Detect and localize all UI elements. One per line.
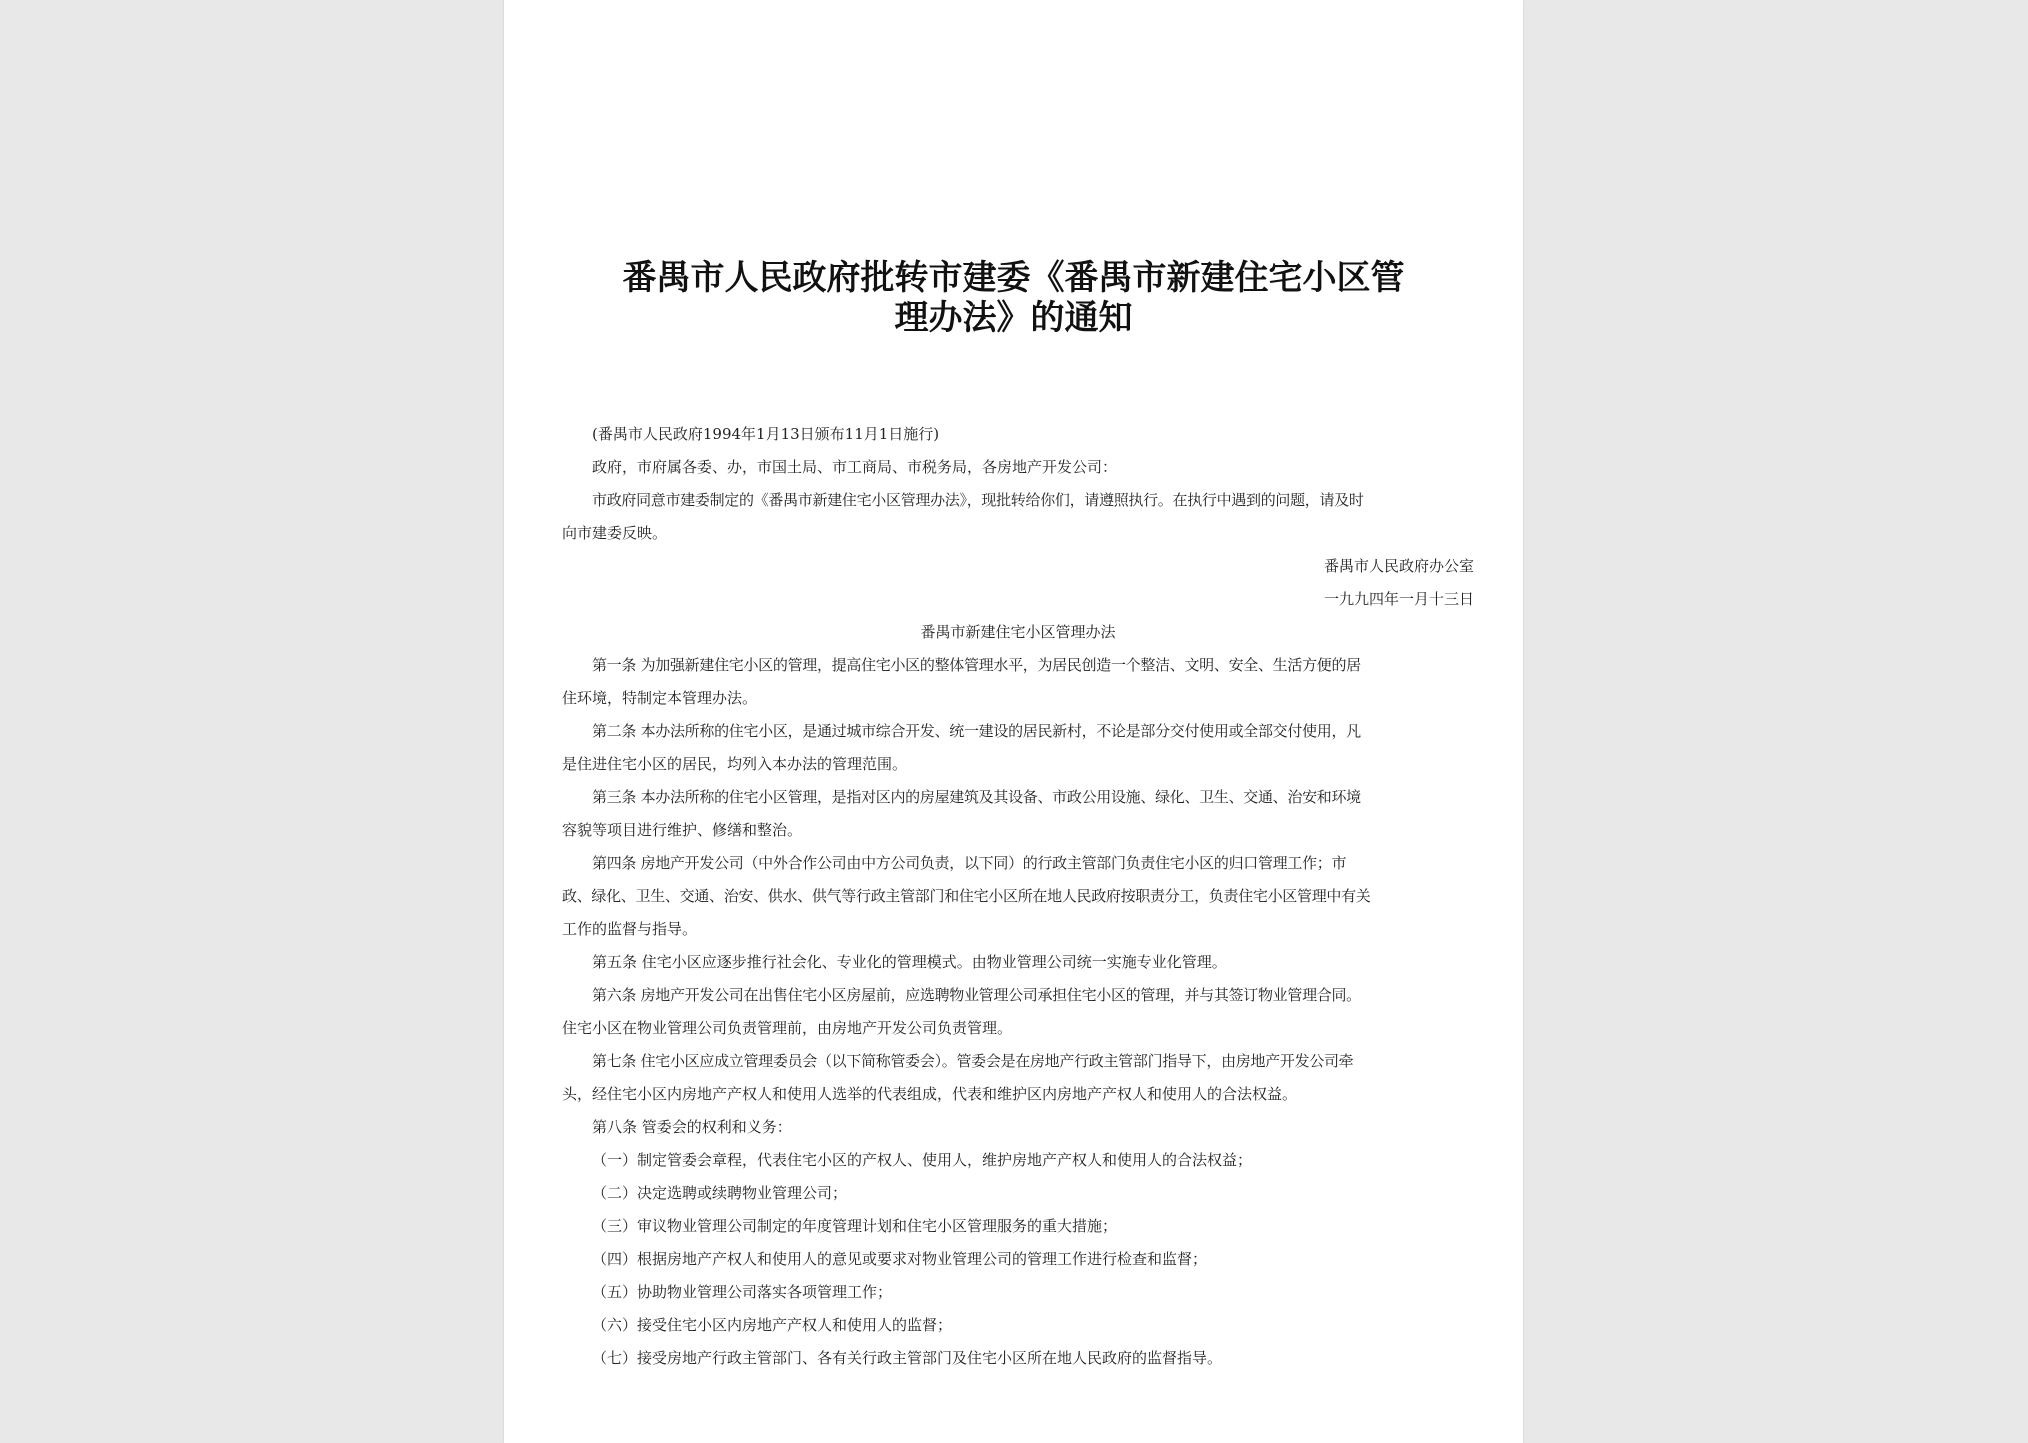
signature-office: 番禺市人民政府办公室 [1323,557,1474,575]
article-7-line-1: 第七条 住宅小区应成立管理委员会（以下简称管委会）。管委会是在房地产行政主管部门指导下，由房地产开发公司牵 [592,1052,1354,1070]
article-8-item-4: （四）根据房地产产权人和使用人的意见或要求对物业管理公司的管理工作进行检查和监督； [592,1250,1208,1268]
signature-date: 一九九四年一月十三日 [1323,590,1474,608]
article-6-line-2: 住宅小区在物业管理公司负责管理前，由房地产开发公司负责管理。 [562,1019,1013,1037]
notice-line-2: 向市建委反映。 [562,524,668,542]
rules-title: 番禺市新建住宅小区管理办法 [920,623,1116,641]
issue-note: (番禺市人民政府1994年1月13日颁布11月1日施行) [592,425,940,443]
title-line-2: 理办法》的通知 [894,298,1133,338]
notice-line-1: 市政府同意市建委制定的《番禺市新建住宅小区管理办法》，现批转给你们，请遵照执行。在执行中遇到的问题，请及时 [592,491,1364,509]
article-5-line-1: 第五条 住宅小区应逐步推行社会化、专业化的管理模式。由物业管理公司统一实施专业化管理。 [592,953,1227,971]
article-1-line-1: 第一条 为加强新建住宅小区的管理，提高住宅小区的整体管理水平，为居民创造一个整洁、文明、安全、生活方便的居 [592,656,1361,674]
article-3-line-2: 容貌等项目进行维护、修缮和整治。 [562,821,803,839]
title-line-1: 番禺市人民政府批转市建委《番禺市新建住宅小区管 [622,258,1405,298]
document-body [562,418,1474,1375]
article-2-line-1: 第二条 本办法所称的住宅小区，是通过城市综合开发、统一建设的居民新村，不论是部分交付使用或全部交付使用，凡 [592,722,1361,740]
article-8-item-5: （五）协助物业管理公司落实各项管理工作； [592,1283,893,1301]
article-4-line-3: 工作的监督与指导。 [562,920,698,938]
article-7-line-2: 头，经住宅小区内房地产产权人和使用人选举的代表组成，代表和维护区内房地产产权人和使用人的合法权益。 [562,1085,1298,1103]
article-8-item-3: （三）审议物业管理公司制定的年度管理计划和住宅小区管理服务的重大措施； [592,1217,1118,1235]
document-page [504,0,1523,1443]
article-8-item-2: （二）决定选聘或续聘物业管理公司； [592,1184,848,1202]
article-1-line-2: 住环境，特制定本管理办法。 [562,689,758,707]
article-8-item-7: （七）接受房地产行政主管部门、各有关行政主管部门及住宅小区所在地人民政府的监督指导。 [592,1349,1223,1367]
article-4-line-1: 第四条 房地产开发公司（中外合作公司由中方公司负责，以下同）的行政主管部门负责住宅小区的归口管理工作；市 [592,854,1347,872]
addressee: 政府，市府属各委、办，市国土局、市工商局、市税务局，各房地产开发公司： [592,458,1118,476]
article-8-item-6: （六）接受住宅小区内房地产产权人和使用人的监督； [592,1316,953,1334]
article-8-item-1: （一）制定管委会章程，代表住宅小区的产权人、使用人，维护房地产产权人和使用人的合法权益； [592,1151,1253,1169]
article-4-line-2: 政、绿化、卫生、交通、治安、供水、供气等行政主管部门和住宅小区所在地人民政府按职责分工，负责住宅小区管理中有关 [562,887,1371,905]
article-8-line-1: 第八条 管委会的权利和义务： [592,1118,792,1136]
article-6-line-1: 第六条 房地产开发公司在出售住宅小区房屋前，应选聘物业管理公司承担住宅小区的管理，并与其签订物业管理合同。 [592,986,1361,1004]
article-3-line-1: 第三条 本办法所称的住宅小区管理，是指对区内的房屋建筑及其设备、市政公用设施、绿化、卫生、交通、治安和环境 [592,788,1361,806]
article-2-line-2: 是住进住宅小区的居民，均列入本办法的管理范围。 [562,755,908,773]
document-title [504,258,1523,338]
